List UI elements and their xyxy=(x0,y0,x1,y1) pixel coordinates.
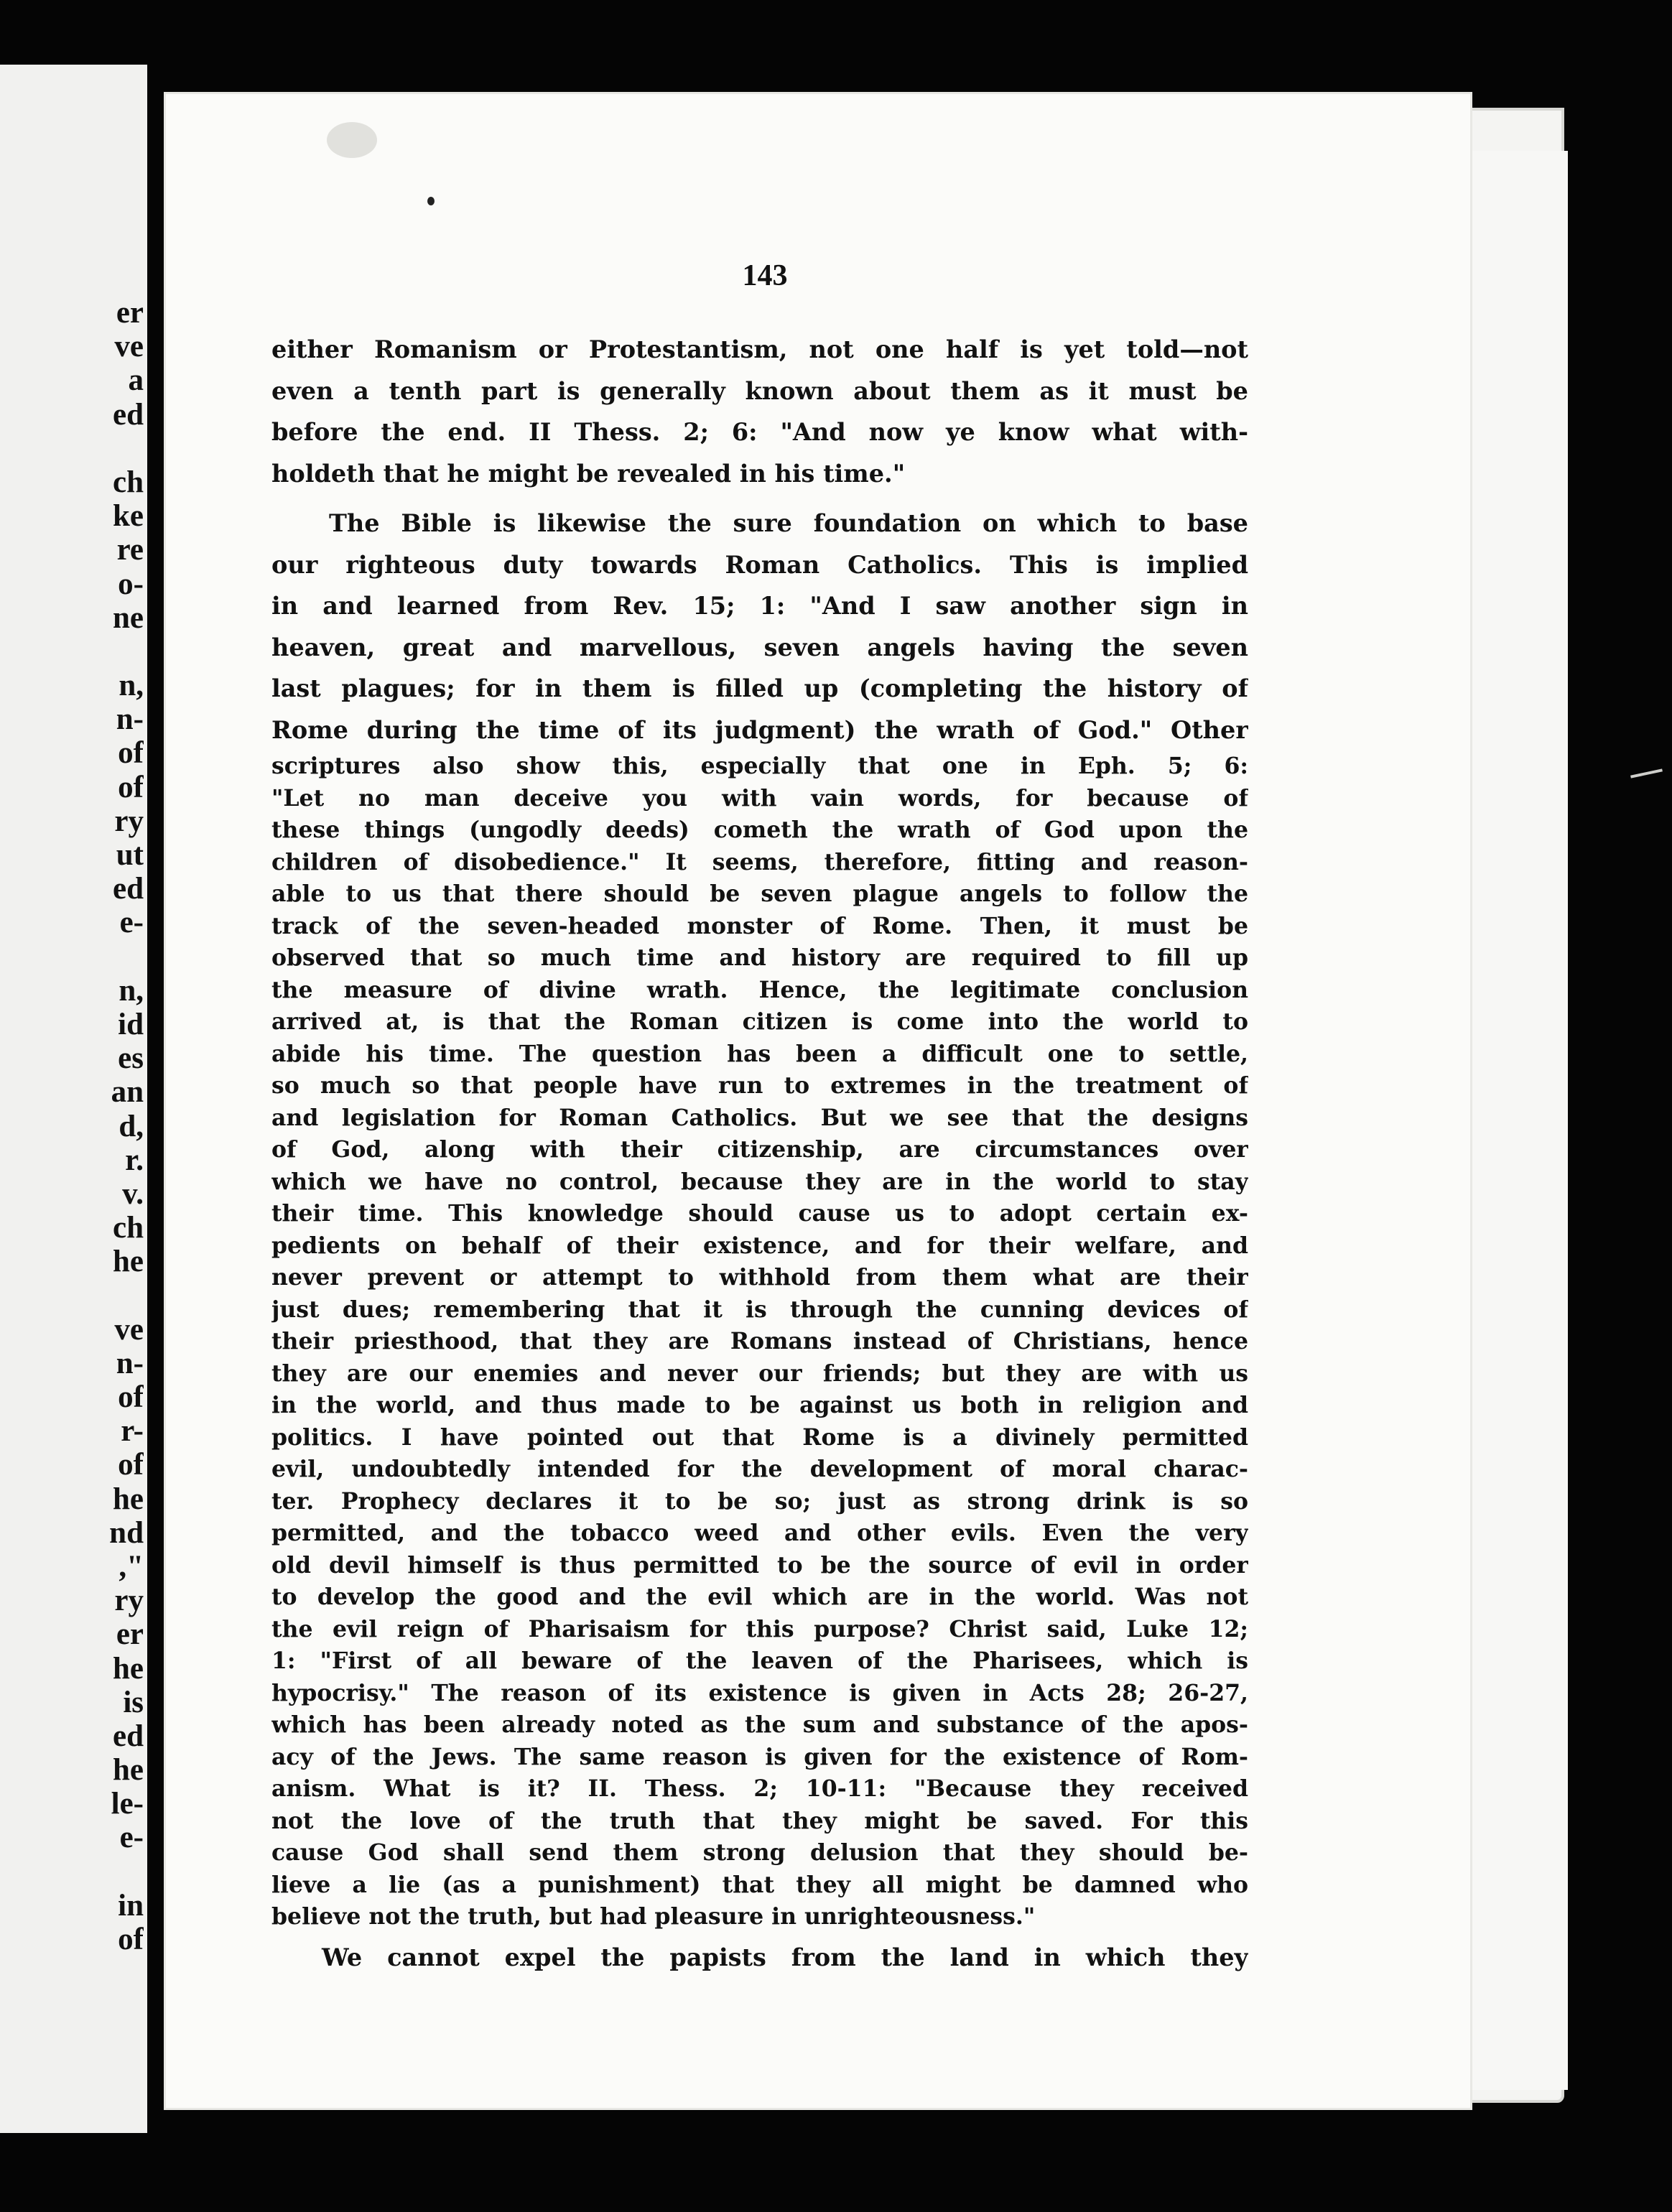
text-line: in and learned from Rev. 15; 1: "And I saw another sign in xyxy=(271,592,1248,620)
left-fragment: d, xyxy=(119,1109,144,1143)
left-fragment: of xyxy=(118,1380,144,1414)
text-line: scriptures also show this, especially that one in Eph. 5; 6: xyxy=(271,753,1248,779)
text-line: their time. This knowledge should cause us to adopt certain ex- xyxy=(271,1200,1248,1227)
left-fragment: ne xyxy=(113,600,144,635)
left-fragment: is xyxy=(123,1685,144,1719)
left-fragment: es xyxy=(118,1041,144,1076)
paragraph-2-opening xyxy=(271,503,1248,750)
text-line: which we have no control, because they are in the world to stay xyxy=(271,1168,1248,1195)
left-fragment xyxy=(0,1855,144,1889)
text-line: old devil himself is thus permitted to be the source of evil in order xyxy=(271,1551,1248,1579)
text-line: of God, along with their citizenship, are circumstances over xyxy=(271,1136,1248,1163)
left-fragment: he xyxy=(113,1753,144,1788)
text-line: heaven, great and marvellous, seven angels having the seven xyxy=(271,633,1248,661)
left-fragment: he xyxy=(113,1245,144,1279)
text-line: they are our enemies and never our friends; but they are with us xyxy=(271,1360,1248,1387)
page-smudge xyxy=(327,122,377,158)
text-line: before the end. II Thess. 2; 6: "And now ye know what with- xyxy=(271,418,1248,446)
left-fragment: ed xyxy=(113,872,144,906)
text-line: pedients on behalf of their existence, and for their welfare, and xyxy=(271,1232,1248,1259)
text-line: their priesthood, that they are Romans instead of Christians, hence xyxy=(271,1328,1248,1354)
text-line: so much so that people have run to extremes in the treatment of xyxy=(271,1072,1248,1099)
text-line: We cannot expel the papists from the land in which they xyxy=(322,1943,1248,1971)
page-number: 143 xyxy=(742,259,788,292)
text-line: permitted, and the tobacco weed and other evils. Even the very xyxy=(271,1520,1248,1546)
text-line: and legislation for Roman Catholics. But we see that the designs xyxy=(271,1104,1248,1131)
text-line: the evil reign of Pharisaism for this purpose? Christ said, Luke 12; xyxy=(271,1615,1248,1642)
text-line: believe not the truth, but had pleasure in unrighteousness." xyxy=(271,1903,1036,1930)
text-line: in the world, and thus made to be against us both in religion and xyxy=(271,1392,1248,1418)
paragraph-2-continuation xyxy=(271,750,1248,1933)
text-line: children of disobedience." It seems, therefore, fitting and reason- xyxy=(271,848,1248,875)
text-line: last plagues; for in them is filled up (completing the history of xyxy=(271,674,1248,702)
text-line: able to us that there should be seven plague angels to follow the xyxy=(271,880,1248,907)
text-line: The Bible is likewise the sure foundation on which to base xyxy=(329,509,1248,537)
ink-dot xyxy=(427,197,435,205)
edge-mark xyxy=(1630,768,1663,778)
text-line: not the love of the truth that they might be saved. For this xyxy=(271,1807,1248,1834)
left-fragment xyxy=(0,432,144,465)
text-line: these things (ungodly deeds) cometh the wrath of God upon the xyxy=(271,817,1248,843)
text-line: to develop the good and the evil which are in the world. Was not xyxy=(271,1584,1248,1610)
left-fragment: er xyxy=(116,296,144,330)
left-fragment: o- xyxy=(118,567,144,601)
text-line: abide his time. The question has been a difficult one to settle, xyxy=(271,1040,1248,1067)
left-fragment: n- xyxy=(116,702,144,737)
text-line: even a tenth part is generally known about them as it must be xyxy=(271,376,1248,405)
text-line: evil, undoubtedly intended for the development of moral charac- xyxy=(271,1456,1248,1482)
left-fragment: ch xyxy=(113,465,144,499)
text-line: hypocrisy." The reason of its existence is given in Acts 28; 26-27, xyxy=(271,1679,1248,1706)
left-fragment: nd xyxy=(109,1515,144,1550)
left-fragment: ve xyxy=(114,1312,144,1347)
left-fragment: in xyxy=(118,1888,144,1923)
left-fragment: he xyxy=(113,1651,144,1686)
left-fragment: of xyxy=(118,770,144,804)
left-fragment: n- xyxy=(116,1346,144,1380)
left-fragment: e- xyxy=(119,906,144,940)
text-line: lieve a lie (as a punishment) that they all might be damned who xyxy=(271,1871,1248,1898)
text-line: our righteous duty towards Roman Catholics. This is implied xyxy=(271,550,1248,579)
text-line: track of the seven-headed monster of Rome. Then, it must be xyxy=(271,912,1248,939)
text-line: the measure of divine wrath. Hence, the legitimate conclusion xyxy=(271,976,1248,1003)
left-fragment: ve xyxy=(114,330,144,364)
left-fragment: ," xyxy=(119,1549,144,1584)
left-page-edge xyxy=(0,65,147,2133)
left-fragment: a xyxy=(128,363,144,398)
text-line: which has been already noted as the sum and substance of the apos- xyxy=(271,1711,1248,1738)
text-line: anism. What is it? II. Thess. 2; 10-11: "Because they received xyxy=(271,1775,1248,1802)
left-fragment xyxy=(0,1278,144,1312)
left-fragment: id xyxy=(118,1007,144,1041)
paragraph-3 xyxy=(271,1937,1248,1979)
text-line: just dues; remembering that it is through the cunning devices of xyxy=(271,1296,1248,1323)
left-fragment: ry xyxy=(114,1584,144,1618)
left-fragment: ed xyxy=(113,397,144,432)
text-line: holdeth that he might be revealed in his time." xyxy=(271,459,906,488)
left-fragment: of xyxy=(118,736,144,771)
text-line: ter. Prophecy declares it to be so; just as strong drink is so xyxy=(271,1487,1248,1515)
text-line: acy of the Jews. The same reason is given for the existence of Rom- xyxy=(271,1743,1248,1770)
left-fragment: an xyxy=(111,1075,144,1110)
left-fragment: of xyxy=(118,1448,144,1482)
left-fragment: r- xyxy=(121,1414,144,1449)
text-line: observed that so much time and history are required to fill up xyxy=(271,944,1248,971)
left-page-fragments xyxy=(0,296,144,1956)
text-line: 1: "First of all beware of the leaven of the Pharisees, which is xyxy=(271,1648,1248,1674)
text-line: Rome during the time of its judgment) the wrath of God." Other xyxy=(271,715,1248,744)
left-fragment: n, xyxy=(119,669,144,703)
left-fragment: re xyxy=(116,533,144,567)
left-fragment: er xyxy=(116,1617,144,1652)
left-fragment: of xyxy=(118,1923,144,1956)
text-line: cause God shall send them strong delusion that they should be- xyxy=(271,1839,1248,1866)
paragraph-1 xyxy=(271,329,1248,494)
text-line: "Let no man deceive you with vain words, for because of xyxy=(271,784,1248,812)
text-line: either Romanism or Protestantism, not one half is yet told—not xyxy=(271,335,1248,363)
left-fragment: he xyxy=(113,1482,144,1516)
text-line: politics. I have pointed out that Rome is a divinely permitted xyxy=(271,1423,1248,1451)
left-fragment: v. xyxy=(122,1176,144,1211)
left-fragment: r. xyxy=(125,1143,144,1177)
left-fragment: ed xyxy=(113,1719,144,1753)
left-fragment xyxy=(0,940,144,974)
left-fragment: ut xyxy=(116,838,144,872)
text-line: arrived at, is that the Roman citizen is come into the world to xyxy=(271,1008,1248,1035)
text-line: never prevent or attempt to withhold from them what are their xyxy=(271,1264,1248,1291)
left-fragment: n, xyxy=(119,973,144,1008)
left-fragment: e- xyxy=(119,1821,144,1855)
left-fragment: ke xyxy=(113,499,144,534)
left-fragment: ch xyxy=(113,1211,144,1245)
left-fragment xyxy=(0,635,144,669)
left-fragment: ry xyxy=(114,804,144,838)
left-fragment: le- xyxy=(111,1787,144,1821)
